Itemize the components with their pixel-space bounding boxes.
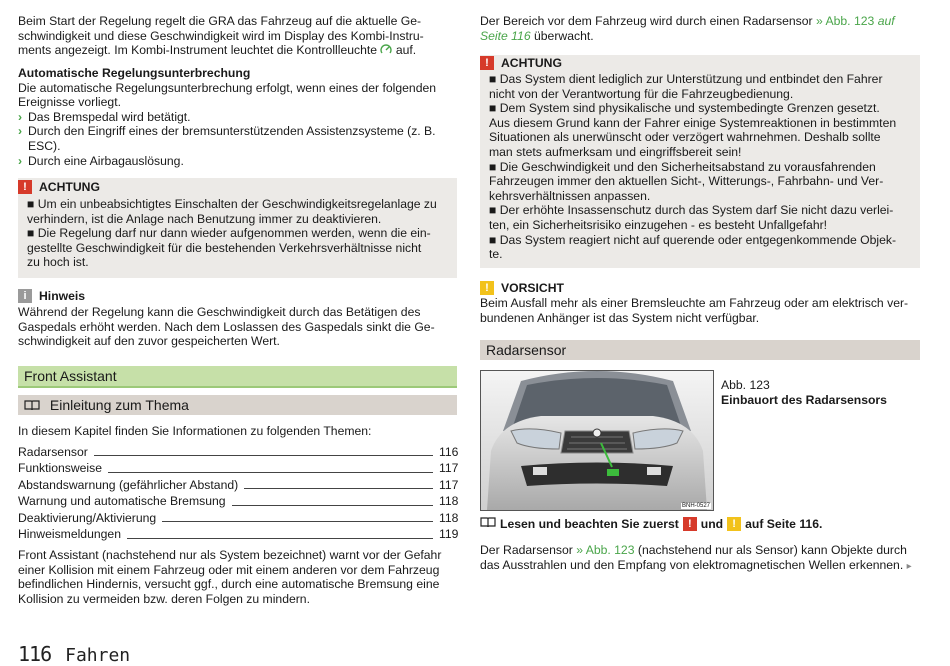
text-line-part: Der Bereich vor dem Fahrzeug wird durch einen Radarsensor	[480, 14, 813, 28]
note-header	[18, 287, 457, 305]
text-line-part: ments angezeigt. Im Kombi-Instrument leuchtet die Kontrollleuchte	[18, 43, 378, 58]
toc-page: 116	[439, 444, 459, 459]
toc-label: Hinweismeldungen	[18, 527, 121, 542]
read-first-page: auf Seite 116.	[745, 516, 823, 531]
caution-icon: !	[727, 517, 741, 531]
note-box	[18, 287, 457, 349]
toc-label: Warnung und automatische Bremsung	[18, 494, 226, 509]
figure-caption	[721, 378, 921, 407]
text-line-part: das Ausstrahlen und den Empfang von elektromagnetischen Wellen erkennen.	[480, 557, 904, 572]
interrupt-section	[18, 66, 457, 168]
info-icon: i	[18, 289, 32, 303]
text-line-part: überwacht.	[534, 28, 594, 43]
warning-body	[480, 71, 920, 268]
text-line: schwindigkeit auf den zuvor gespeicherten Wert.	[18, 334, 280, 349]
toc-section	[18, 424, 457, 543]
toc-leader	[127, 538, 433, 539]
caution-box	[480, 280, 920, 325]
warning-title: ACHTUNG	[501, 56, 562, 70]
text-line: ■ Das System reagiert nicht auf querende oder entgegenkommende Objek-	[489, 232, 897, 247]
figure-link-suffix[interactable]: auf	[877, 14, 895, 28]
text-line: Fahrzeugen immer den aktuellen Sicht-, Witterungs-, Fahrbahn- und Ver-	[489, 174, 884, 189]
text-line: Situationen als unerwünscht oder verzögert wahrnehmen. Deshalb sollte	[489, 130, 881, 145]
read-first-and: und	[700, 516, 724, 531]
toc-page: 119	[439, 527, 459, 542]
text-line: zu hoch ist.	[27, 255, 89, 270]
text-line: Während der Regelung kann die Geschwindigkeit durch das Betätigen des	[18, 305, 421, 319]
caution-title: VORSICHT	[501, 281, 564, 295]
text-line: befindlichen Hindernis, versucht ggf., durch eine automatische Bremsung eine	[18, 577, 440, 592]
cruise-control-indicator-icon	[380, 44, 392, 59]
text-line: kehrsverhältnissen anpassen.	[489, 188, 651, 203]
text-line: ■ Der erhöhte Insassenschutz durch das System darf Sie nicht dazu verlei-	[489, 203, 894, 218]
text-line: ■ Um ein unbeabsichtigtes Einschalten der Geschwindigkeitsregelanlage zu	[27, 197, 437, 211]
page-number: 116	[18, 642, 52, 666]
text-line: Die automatische Regelungsunterbrechung erfolgt, wenn eines der folgenden	[18, 80, 437, 95]
text-line: Ereignisse vorliegt.	[18, 95, 121, 110]
text-line: ■ Das System dient lediglich zur Unterstützung und entbindet den Fahrer	[489, 72, 883, 86]
text-line: einer Kollision mit einem Fahrzeug oder mit einem anderen vor dem Fahrzeug	[18, 562, 440, 577]
toc-label: Radarsensor	[18, 444, 88, 459]
book-icon	[24, 396, 42, 416]
toc-label: Deaktivierung/Aktivierung	[18, 510, 157, 525]
intro-paragraph	[480, 14, 920, 43]
text-line: Durch den Eingriff eines der bremsunterstützenden Assistenzsysteme (z. B.	[28, 124, 436, 139]
text-line	[480, 29, 920, 44]
figure-link[interactable]: » Abb. 123	[576, 543, 635, 557]
toc-leader	[232, 505, 433, 506]
interrupt-list	[18, 110, 457, 168]
text-line: ■ Die Regelung darf nur dann wieder aufgenommen werden, wenn die ein-	[27, 226, 431, 241]
toc-row[interactable]	[18, 444, 457, 461]
text-line-part: (nachstehend nur als Sensor) kann Objekte durch	[637, 543, 907, 557]
text-line: man stets aufmerksam und eingriffsbereit sein!	[489, 144, 742, 159]
text-line: ten, ein Sicherheitsrisiko einzugehen - es besteht Unfallgefahr!	[489, 217, 828, 232]
page-link[interactable]: Seite 116	[480, 28, 531, 43]
chevron-right-icon: ›	[18, 153, 23, 168]
text-line	[480, 543, 930, 558]
list-item	[18, 124, 457, 153]
text-line	[480, 14, 920, 29]
chevron-right-icon: ›	[18, 109, 23, 124]
toc-label: Abstandswarnung (gefährlicher Abstand)	[18, 477, 239, 492]
text-line: verhindern, ist die Anlage nach Benutzung immer zu deaktivieren.	[27, 211, 382, 226]
list-item	[18, 110, 457, 125]
text-line	[18, 43, 457, 58]
page-footer	[18, 642, 130, 666]
section-heading: Radarsensor	[480, 340, 920, 360]
text-line	[480, 558, 930, 575]
text-line: Front Assistant (nachstehend nur als System bezeichnet) warnt vor der Gefahr	[18, 548, 442, 562]
toc-page: 117	[439, 461, 459, 476]
text-line: te.	[489, 247, 503, 262]
warning-header	[18, 178, 457, 196]
toc-page: 118	[439, 494, 459, 509]
toc-row[interactable]	[18, 526, 457, 543]
continue-arrow-icon: ▸	[906, 560, 912, 572]
subsection-title: Einleitung zum Thema	[49, 397, 189, 413]
subsection-heading	[18, 395, 457, 415]
caution-header	[480, 280, 920, 296]
toc-leader	[244, 488, 433, 489]
text-line-part: Der Radarsensor	[480, 543, 573, 557]
warning-box	[18, 178, 457, 278]
caution-icon: !	[480, 281, 494, 295]
toc-leader	[94, 455, 433, 456]
figure-image	[480, 370, 714, 511]
figure-link[interactable]: » Abb. 123	[816, 14, 875, 28]
text-line: ■ Dem System sind physikalische und systembedingte Grenzen gesetzt.	[489, 101, 880, 116]
section-heading: Front Assistant	[18, 366, 457, 388]
text-line: Gaspedals erhöht werden. Nach dem Loslassen des Gaspedals sinkt die Ge-	[18, 319, 435, 334]
read-first-note	[480, 516, 920, 531]
chevron-right-icon: ›	[18, 124, 23, 139]
text-line-part: auf.	[395, 43, 417, 58]
toc-leader	[108, 472, 433, 473]
text-line: Durch eine Airbagauslösung.	[28, 153, 184, 168]
list-item	[18, 154, 457, 169]
text-line: bundenen Anhänger ist das System nicht verfügbar.	[480, 310, 760, 325]
toc-row[interactable]	[18, 477, 457, 494]
toc-intro: In diesem Kapitel finden Sie Informationen zu folgenden Themen:	[18, 424, 372, 438]
toc-page: 117	[439, 477, 459, 492]
toc-label: Funktionsweise	[18, 461, 102, 476]
text-line: ■ Die Geschwindigkeit und den Sicherheitsabstand zu vorausfahrenden	[489, 159, 876, 174]
toc-page: 118	[439, 510, 459, 525]
closing-paragraph	[18, 548, 457, 606]
warning-box	[480, 55, 920, 268]
text-line: nicht von der Verantwortung für die Fahrzeugbedienung.	[489, 86, 794, 101]
text-line: Aus diesem Grund kann der Fahrer einige Systemreaktionen in bestimmten	[489, 115, 897, 130]
intro-paragraph	[18, 14, 457, 58]
warning-icon: !	[480, 56, 494, 70]
read-first-text: Lesen und beachten Sie zuerst	[500, 516, 679, 531]
toc-row[interactable]	[18, 493, 457, 510]
book-icon	[480, 516, 500, 531]
closing-paragraph	[480, 543, 930, 574]
warning-body	[18, 196, 457, 278]
text-line: gestellte Geschwindigkeit für die bestehenden Verkehrsverhältnisse nicht	[27, 240, 422, 255]
figure-number: Abb. 123	[721, 378, 770, 392]
text-line: Beim Ausfall mehr als einer Bremsleuchte am Fahrzeug oder am elektrisch ver-	[480, 296, 909, 310]
toc-row[interactable]	[18, 510, 457, 527]
toc-leader	[162, 521, 433, 522]
toc-row[interactable]	[18, 460, 457, 477]
toc-list	[18, 444, 457, 543]
text-line: Beim Start der Regelung regelt die GRA das Fahrzeug auf die aktuelle Ge-	[18, 14, 422, 28]
warning-icon: !	[683, 517, 697, 531]
note-title: Hinweis	[39, 289, 86, 303]
figure-title: Einbauort des Radarsensors	[721, 392, 887, 407]
text-line: Das Bremspedal wird betätigt.	[28, 109, 191, 124]
figure-code: BNH-0527	[681, 503, 710, 509]
warning-title: ACHTUNG	[39, 180, 100, 194]
text-line: Kollision zu vermeiden bzw. deren Folgen zu mindern.	[18, 591, 310, 606]
interrupt-title: Automatische Regelungsunterbrechung	[18, 66, 251, 80]
warning-icon: !	[18, 180, 32, 194]
warning-header	[480, 55, 920, 71]
text-line: schwindigkeit und diese Geschwindigkeit wird im Display des Kombi-Instru-	[18, 28, 424, 43]
chapter-name: Fahren	[65, 645, 131, 666]
text-line: ESC).	[28, 138, 61, 153]
